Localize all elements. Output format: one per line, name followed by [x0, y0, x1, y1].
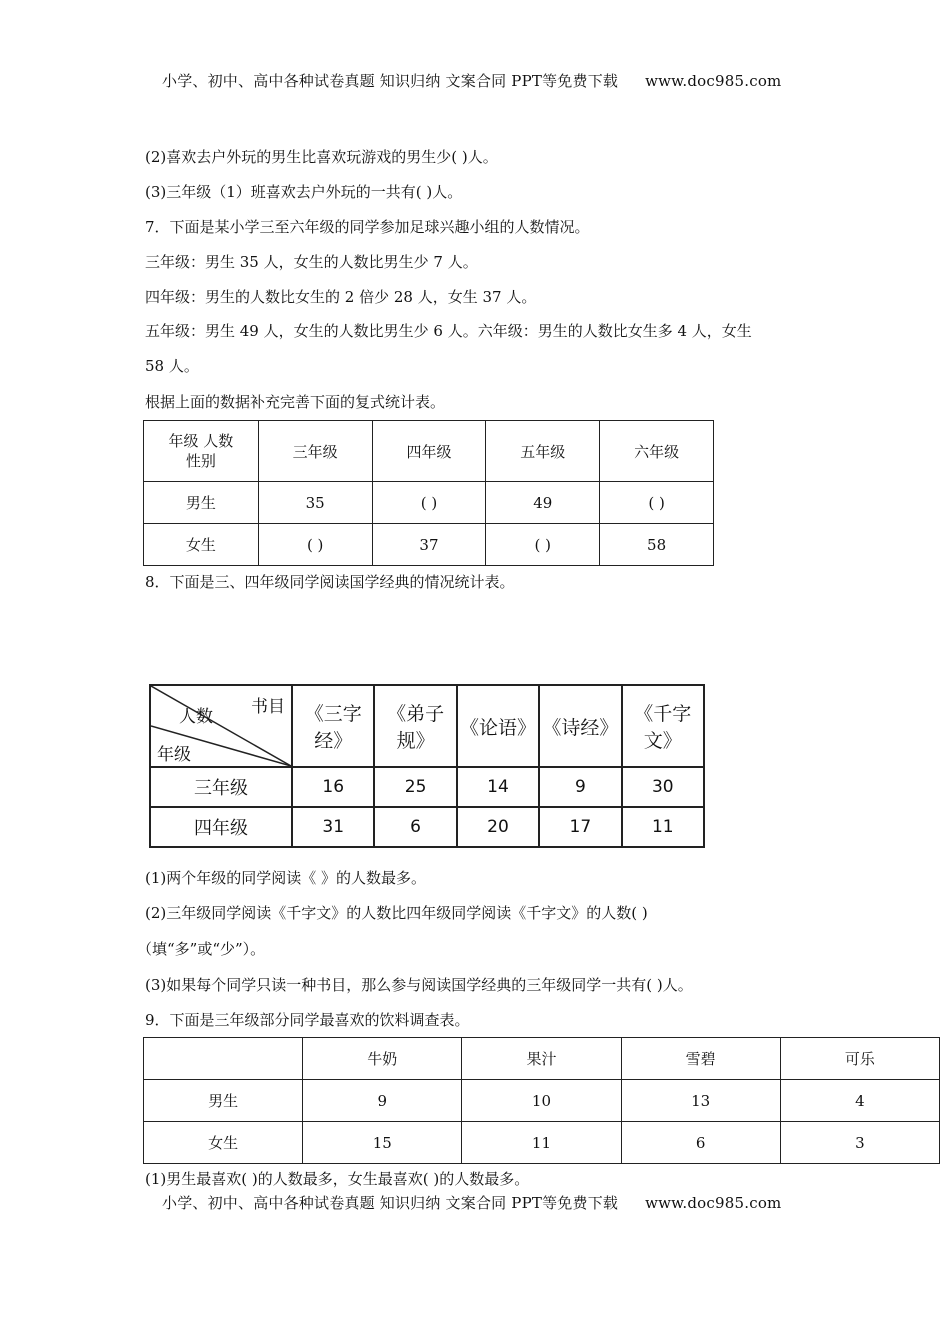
table-row: [144, 482, 714, 524]
column-header: 《论语》: [457, 685, 539, 767]
column-header: 《三字经》: [292, 685, 374, 767]
header-url[interactable]: www.doc985.com: [645, 72, 782, 90]
table-cell: 6: [374, 807, 456, 847]
table-cell: 31: [292, 807, 374, 847]
q7-instruction: 根据上面的数据补充完善下面的复式统计表。: [145, 393, 446, 411]
column-header: 可乐: [780, 1038, 939, 1080]
table-cell: 10: [462, 1080, 621, 1122]
row-label: 男生: [144, 1080, 303, 1122]
q9-title: 9．下面是三年级部分同学最喜欢的饮料调查表。: [145, 1011, 470, 1029]
corner-bottom-label: 性别: [185, 452, 216, 470]
row-label: 女生: [144, 524, 259, 566]
table-cell: 9: [303, 1080, 462, 1122]
table-cell: 25: [374, 767, 456, 807]
column-header: 雪碧: [621, 1038, 780, 1080]
table-cell: 4: [780, 1080, 939, 1122]
table-cell: 11: [622, 807, 704, 847]
column-header: 四年级: [372, 421, 486, 482]
column-header: 果汁: [462, 1038, 621, 1080]
table-cell: 35: [258, 482, 372, 524]
table-cell: 58: [600, 524, 714, 566]
q8-part2: (2)三年级同学阅读《千字文》的人数比四年级同学阅读《千字文》的人数( ): [145, 904, 648, 922]
table-cell: 14: [457, 767, 539, 807]
q8-part2b: （填“多”或“少”）。: [137, 940, 266, 958]
page-footer: [162, 1192, 781, 1213]
table-cell: 20: [457, 807, 539, 847]
column-header: 《弟子规》: [374, 685, 456, 767]
footer-text: 小学、初中、高中各种试卷真题 知识归纳 文案合同 PPT等免费下载: [162, 1194, 619, 1212]
q7-line1: 三年级：男生 35 人，女生的人数比男生少 7 人。: [145, 253, 478, 271]
table-row: [144, 1122, 940, 1164]
answer-blank[interactable]: ( ): [372, 482, 486, 524]
q7-line3: 五年级：男生 49 人，女生的人数比男生少 6 人。六年级：男生的人数比女生多 4 人，女生: [145, 322, 752, 340]
q7-line2: 四年级：男生的人数比女生的 2 倍少 28 人，女生 37 人。: [145, 288, 537, 306]
row-label: 女生: [144, 1122, 303, 1164]
column-header: 三年级: [258, 421, 372, 482]
table-cell: 17: [539, 807, 621, 847]
table-cell: 15: [303, 1122, 462, 1164]
column-header: 牛奶: [303, 1038, 462, 1080]
q7-line4: 58 人。: [145, 357, 199, 375]
table-cell: 11: [462, 1122, 621, 1164]
column-header: 《诗经》: [539, 685, 621, 767]
row-label: 四年级: [150, 807, 292, 847]
drink-table: [143, 1037, 940, 1164]
q6-part2: (2)喜欢去户外玩的男生比喜欢玩游戏的男生少( )人。: [145, 148, 498, 166]
row-label: 男生: [144, 482, 259, 524]
table-cell: 30: [622, 767, 704, 807]
q8-part1: (1)两个年级的同学阅读《 》的人数最多。: [145, 869, 427, 887]
reading-table: [149, 684, 705, 848]
table-cell: 3: [780, 1122, 939, 1164]
table-corner: [144, 421, 259, 482]
table-row: [144, 524, 714, 566]
q7-title: 7．下面是某小学三至六年级的同学参加足球兴趣小组的人数情况。: [145, 218, 590, 236]
football-table: [143, 420, 714, 566]
corner-grade-label: 年级: [157, 745, 191, 765]
table-cell: 6: [621, 1122, 780, 1164]
q6-part3: (3)三年级（1）班喜欢去户外玩的一共有( )人。: [145, 183, 463, 201]
answer-blank[interactable]: ( ): [258, 524, 372, 566]
footer-url[interactable]: www.doc985.com: [645, 1194, 782, 1212]
table-cell: 49: [486, 482, 600, 524]
column-header: 《千字文》: [622, 685, 704, 767]
table-row: [144, 1080, 940, 1122]
diagonal-corner: [150, 685, 292, 767]
q8-part3: (3)如果每个同学只读一种书目，那么参与阅读国学经典的三年级同学一共有( )人。: [145, 976, 693, 994]
table-cell: 16: [292, 767, 374, 807]
column-header: 六年级: [600, 421, 714, 482]
header-text: 小学、初中、高中各种试卷真题 知识归纳 文案合同 PPT等免费下载: [162, 72, 619, 90]
table-cell: 37: [372, 524, 486, 566]
answer-blank[interactable]: ( ): [600, 482, 714, 524]
table-corner: [144, 1038, 303, 1080]
page-header: [162, 70, 781, 91]
q8-title: 8．下面是三、四年级同学阅读国学经典的情况统计表。: [145, 573, 515, 591]
corner-book-label: 书目: [251, 697, 285, 717]
table-cell: 9: [539, 767, 621, 807]
column-header: 五年级: [486, 421, 600, 482]
row-label: 三年级: [150, 767, 292, 807]
q9-part1: (1)男生最喜欢( )的人数最多，女生最喜欢( )的人数最多。: [145, 1170, 530, 1188]
corner-people-label: 人数: [179, 707, 213, 727]
answer-blank[interactable]: ( ): [486, 524, 600, 566]
table-row: [150, 807, 704, 847]
table-cell: 13: [621, 1080, 780, 1122]
corner-top-label: 年级 人数: [168, 432, 234, 450]
table-row: [150, 767, 704, 807]
